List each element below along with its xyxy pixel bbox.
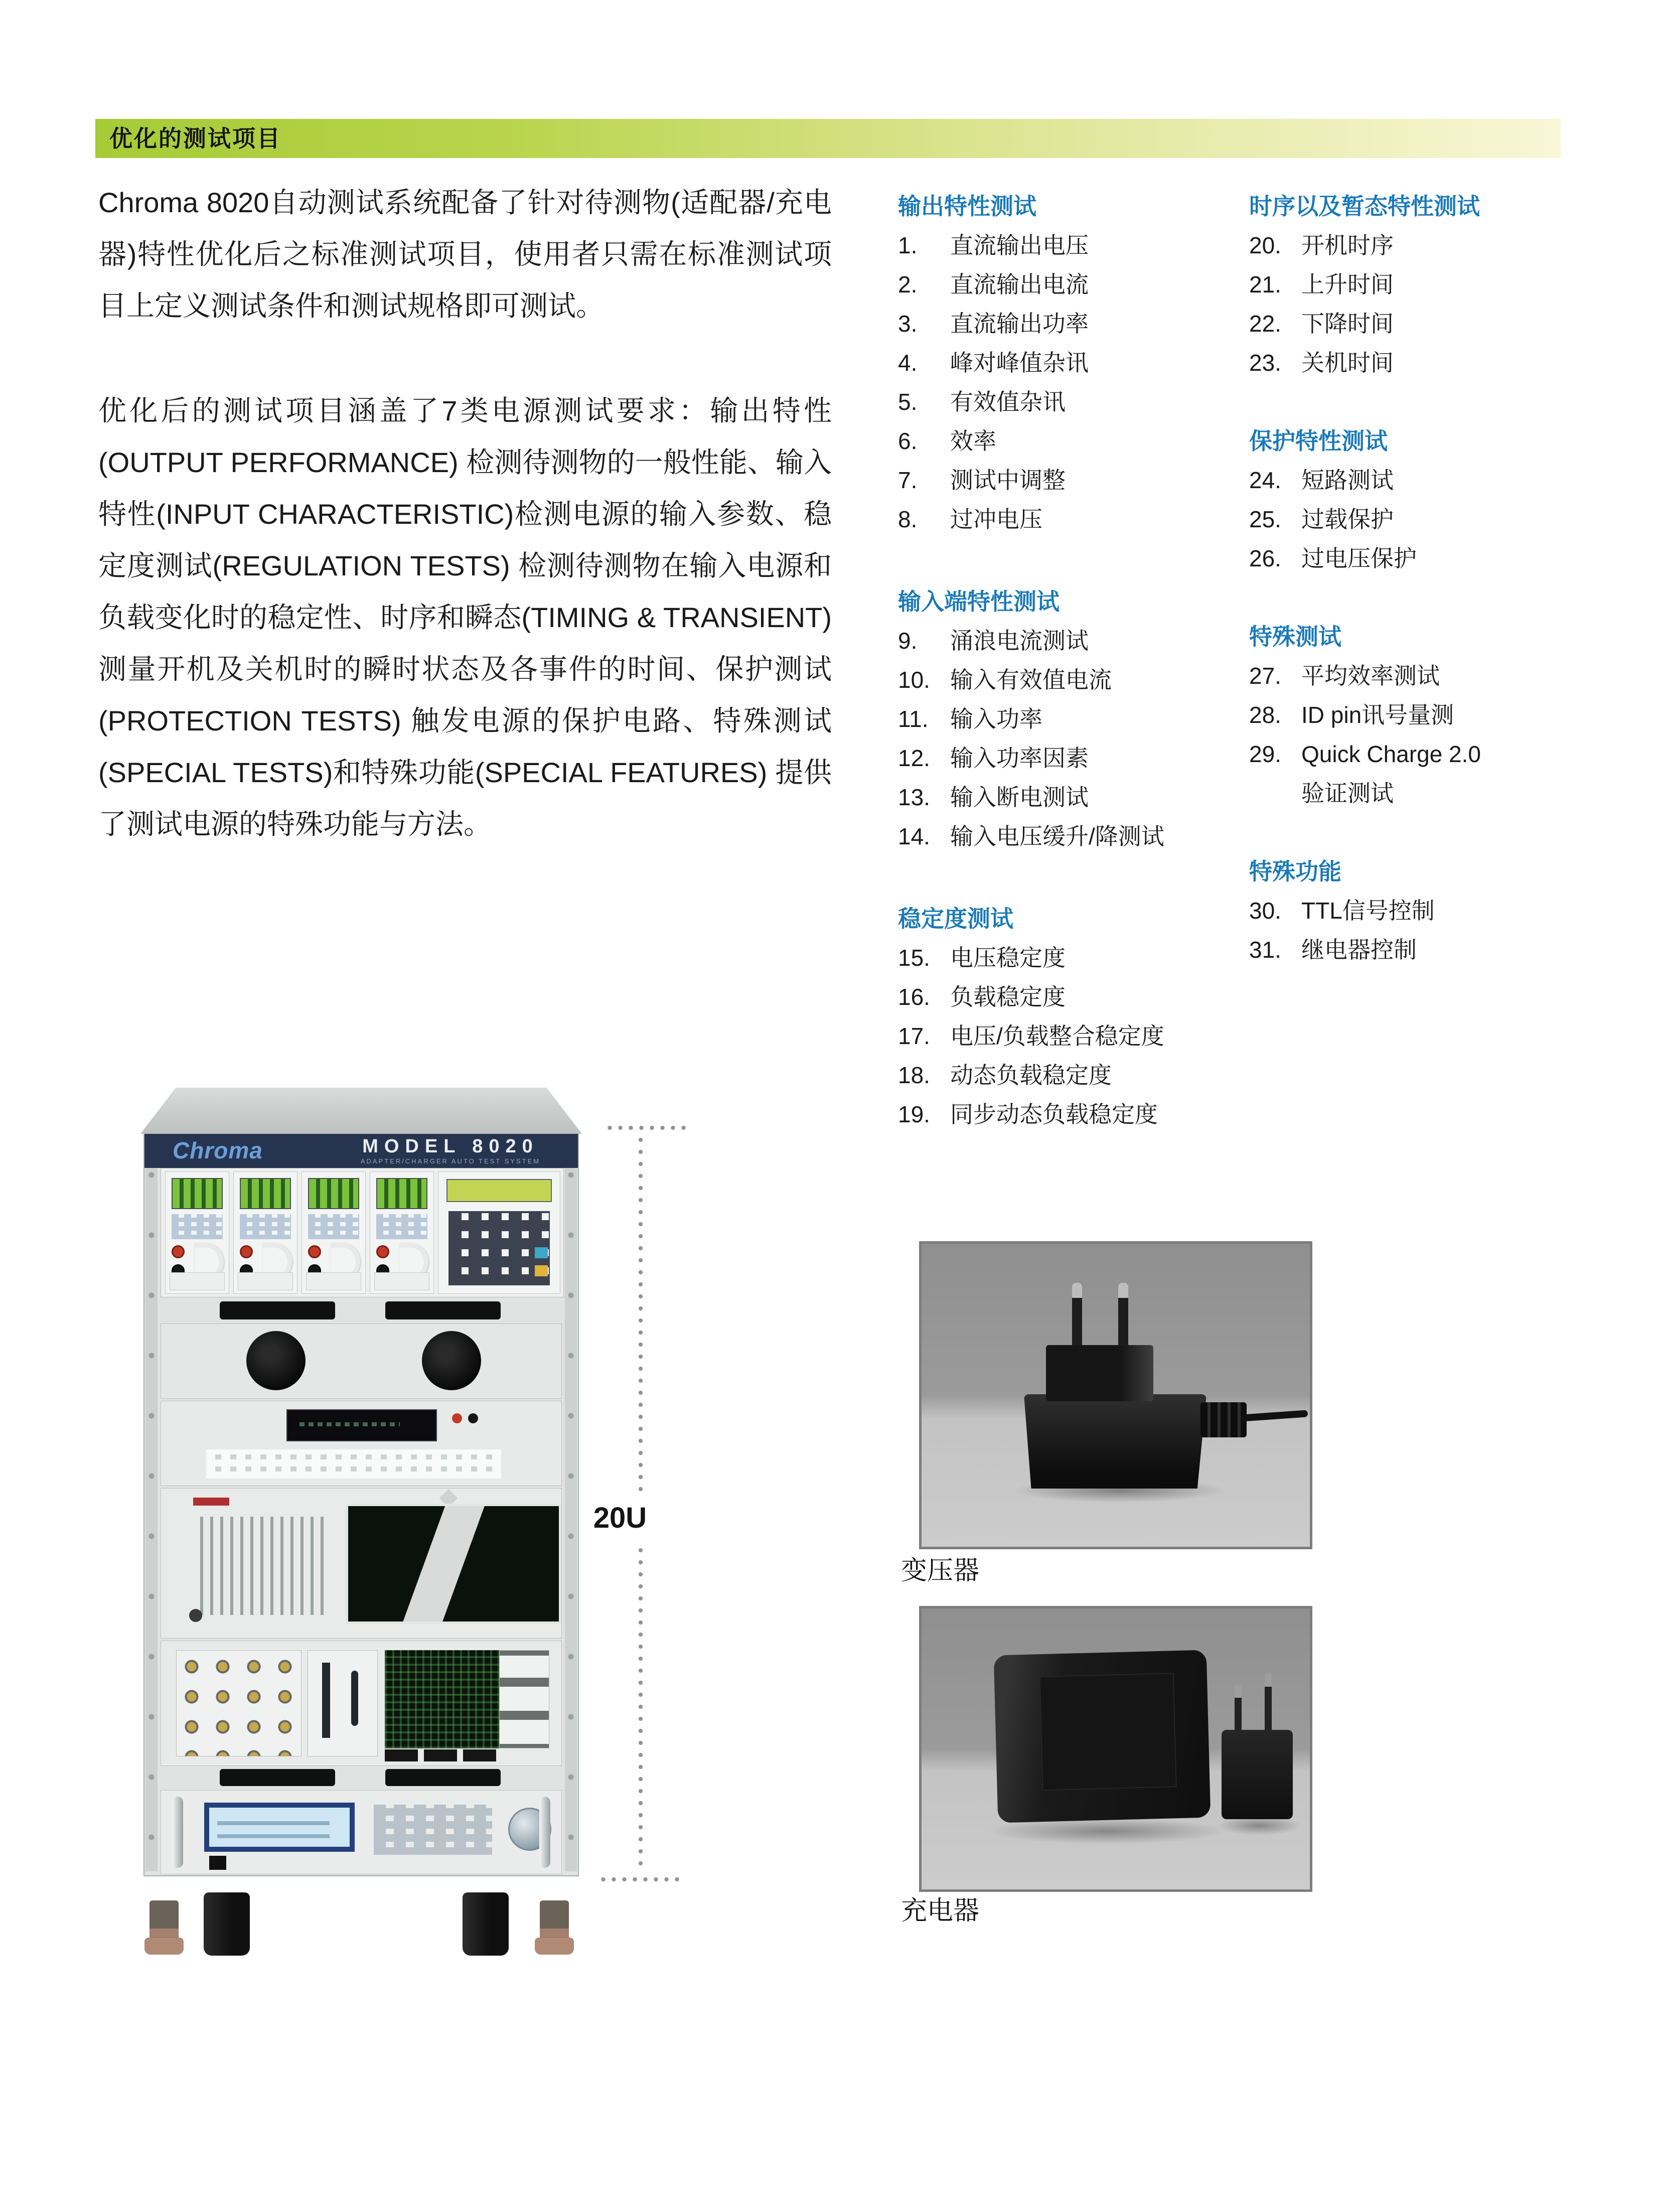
rack-model-number: MODEL 8020 — [362, 1136, 539, 1157]
pc-screen — [346, 1504, 561, 1624]
list-item-number: 11. — [898, 706, 929, 732]
list-item-number: 19. — [898, 1101, 930, 1127]
analyzer-softkeys — [499, 1650, 549, 1748]
test-section — [898, 582, 1235, 856]
handle-bar — [385, 1769, 501, 1786]
rack-handle-bar-panel — [161, 1768, 562, 1788]
cable-strain-relief — [1200, 1402, 1247, 1437]
intro-paragraph-1: Chroma 8020自动测试系统配备了针对待测物(适配器/充电器)特性优化后之标准测试项目，使用者只需在标准测试项目上定义测试条件和测试规格即可测试。 — [98, 187, 832, 322]
list-item-number: 17. — [898, 1023, 930, 1049]
load-module — [370, 1171, 434, 1294]
list-item-number: 31. — [1249, 937, 1281, 963]
controller-module — [438, 1171, 560, 1294]
adapter-body — [1024, 1394, 1206, 1489]
list-item-label: 负载稳定度 — [950, 984, 1066, 1010]
dimension-line-upper — [638, 1134, 644, 1494]
charger-photo — [919, 1606, 1312, 1892]
list-item — [898, 343, 1235, 382]
list-item — [1249, 734, 1605, 774]
list-item-number: 30. — [1249, 898, 1281, 924]
section-heading: 输入端特性测试 — [898, 588, 1060, 615]
list-item-label: 输入电压缓升/降测试 — [950, 823, 1164, 849]
list-item-number: 9. — [898, 628, 918, 654]
list-item-label: 短路测试 — [1301, 467, 1394, 493]
intro-text — [98, 177, 832, 850]
load-module — [165, 1171, 229, 1294]
list-item — [1249, 343, 1605, 382]
list-item-label: 关机时间 — [1301, 350, 1394, 376]
section-heading: 稳定度测试 — [898, 906, 1013, 932]
list-item-number: 21. — [1249, 271, 1281, 298]
measurement-unit — [161, 1641, 562, 1766]
dmm-red-jack — [452, 1413, 462, 1423]
list-item-label: 过冲电压 — [950, 506, 1042, 532]
list-item-number — [1249, 774, 1301, 813]
leveling-foot — [540, 1900, 569, 1955]
interface-cards — [308, 1650, 378, 1756]
list-item — [1249, 226, 1605, 265]
load-module-display — [240, 1178, 291, 1209]
list-item-label: 开机时序 — [1301, 232, 1394, 258]
dmm-keypad — [206, 1449, 501, 1479]
section-heading: 保护特性测试 — [1249, 428, 1388, 454]
list-item-number: 15. — [898, 945, 930, 971]
section-heading: 输出特性测试 — [898, 193, 1036, 219]
list-item — [898, 1095, 1235, 1134]
list-item — [1249, 500, 1605, 539]
list-item — [1249, 656, 1605, 695]
ac-power-switch — [209, 1856, 226, 1870]
list-item-number: 6. — [898, 428, 918, 454]
dimension-dots-top — [605, 1125, 689, 1131]
list-item-number: 1. — [898, 232, 918, 258]
pc-logo — [193, 1498, 229, 1506]
test-section — [1249, 852, 1605, 969]
list-item-number: 13. — [898, 784, 930, 810]
list-item-label: 输入断电测试 — [950, 784, 1089, 810]
controller-key-teal — [535, 1247, 548, 1258]
list-item — [1249, 930, 1605, 969]
test-section — [898, 899, 1235, 1134]
handle-bar — [220, 1301, 335, 1319]
list-item — [898, 382, 1235, 421]
load-module-buttons — [376, 1214, 427, 1239]
plug-pin — [1235, 1685, 1242, 1732]
list-item-number: 25. — [1249, 506, 1281, 532]
list-item — [1249, 774, 1605, 813]
list-item-number: 14. — [898, 823, 930, 849]
list-item-label: ID pin讯号量测 — [1301, 702, 1454, 728]
list-item — [898, 778, 1235, 817]
section-heading: 时序以及暂态特性测试 — [1249, 193, 1480, 219]
controller-key-amber — [535, 1265, 548, 1276]
list-item-label: 平均效率测试 — [1301, 663, 1440, 689]
bnc-connector-block — [176, 1650, 301, 1756]
plug-pin — [1265, 1674, 1272, 1732]
plug-adapter — [1222, 1730, 1293, 1819]
red-jack — [376, 1245, 389, 1258]
digital-multimeter-unit — [161, 1401, 562, 1486]
test-section — [1249, 421, 1605, 578]
red-jack — [308, 1245, 321, 1258]
list-item-label: 直流输出电流 — [950, 271, 1089, 298]
list-item-number: 12. — [898, 745, 930, 771]
list-item-label: 输入功率 — [950, 706, 1042, 732]
module-tray — [306, 1272, 361, 1290]
list-item-number: 22. — [1249, 311, 1281, 337]
list-item-number: 16. — [898, 984, 930, 1010]
section-heading: 特殊功能 — [1249, 858, 1341, 884]
handle-bar — [385, 1301, 501, 1319]
list-item — [898, 660, 1235, 699]
list-item-label: 动态负载稳定度 — [950, 1062, 1112, 1088]
list-item-label: 直流输出电压 — [950, 232, 1089, 258]
analyzer-screen — [385, 1650, 500, 1748]
test-section — [898, 187, 1235, 539]
list-item-number: 18. — [898, 1062, 930, 1088]
test-list-column-middle — [898, 187, 1235, 1134]
rack-model-subtitle: ADAPTER/CHARGER AUTO TEST SYSTEM — [360, 1157, 541, 1165]
list-item-label: 过电压保护 — [1301, 545, 1417, 571]
list-item-number: 28. — [1249, 702, 1281, 728]
ac-source-keypad — [374, 1805, 492, 1855]
list-item — [898, 977, 1235, 1016]
pc-vents — [200, 1517, 326, 1615]
list-item — [1249, 539, 1605, 578]
list-item-number: 24. — [1249, 467, 1281, 493]
ac-handle-left — [172, 1797, 183, 1868]
list-item-number: 4. — [898, 350, 918, 376]
rack-height-label: 20U — [593, 1502, 647, 1534]
list-item — [1249, 265, 1605, 304]
list-item-label: 效率 — [950, 428, 996, 454]
list-item-number: 5. — [898, 389, 918, 415]
load-module-display — [376, 1178, 427, 1209]
pc-lock — [189, 1609, 202, 1622]
list-item-label: Quick Charge 2.0 — [1301, 741, 1481, 767]
plug-head — [1046, 1345, 1153, 1401]
load-module — [233, 1171, 297, 1294]
test-list-column-right — [1249, 187, 1605, 969]
list-item — [1249, 695, 1605, 734]
list-item-number: 29. — [1249, 741, 1281, 767]
transformer-caption: 变压器 — [901, 1556, 980, 1585]
list-item — [1249, 304, 1605, 343]
list-item — [898, 938, 1235, 977]
electronic-load-modules — [161, 1168, 564, 1297]
list-item-label: 电压稳定度 — [950, 945, 1066, 971]
list-item-label: 同步动态负载稳定度 — [950, 1101, 1158, 1127]
list-item-number: 3. — [898, 311, 918, 337]
list-item-number: 7. — [898, 467, 918, 493]
list-item — [898, 621, 1235, 660]
fan-opening — [422, 1331, 481, 1390]
list-item-label: 测试中调整 — [950, 467, 1066, 493]
pc-screen-handle — [396, 1504, 488, 1624]
load-module-display — [172, 1178, 223, 1209]
fan-opening — [246, 1331, 306, 1390]
charger-caption: 充电器 — [901, 1896, 980, 1926]
leveling-foot — [149, 1900, 179, 1955]
industrial-pc-unit — [161, 1488, 562, 1639]
list-item-label: 下降时间 — [1301, 311, 1394, 337]
test-section — [1249, 187, 1605, 382]
page-title: 优化的测试项目 — [109, 125, 281, 152]
list-item-label: 输入有效值电流 — [950, 667, 1112, 693]
rack-brand-band — [144, 1134, 578, 1168]
red-jack — [172, 1245, 185, 1258]
ac-handle-right — [539, 1797, 550, 1868]
list-item-number: 2. — [898, 271, 918, 298]
analyzer-bottom-bars — [385, 1749, 500, 1761]
load-module-buttons — [308, 1214, 359, 1239]
load-module-buttons — [240, 1214, 291, 1239]
module-tray — [238, 1272, 293, 1290]
list-item-label: TTL信号控制 — [1301, 898, 1435, 924]
list-item — [898, 817, 1235, 856]
ac-source-unit — [161, 1790, 562, 1874]
fan-panel — [161, 1323, 562, 1399]
list-item-number: 23. — [1249, 350, 1281, 376]
handle-bar — [220, 1769, 335, 1786]
test-section — [1249, 617, 1605, 813]
dmm-display — [286, 1409, 437, 1441]
list-item-label: 继电器控制 — [1301, 937, 1417, 963]
charger-body — [994, 1650, 1211, 1823]
list-item-number: 27. — [1249, 663, 1281, 689]
section-title-band — [95, 119, 1561, 158]
rack-rail-left — [145, 1168, 158, 1871]
rack-top-cap — [140, 1088, 582, 1134]
list-item-number: 10. — [898, 667, 930, 693]
list-item — [898, 739, 1235, 778]
rack-feet — [140, 1875, 582, 1956]
rack-rail-right — [565, 1168, 577, 1871]
dimension-dots-bottom — [598, 1876, 682, 1882]
intro-paragraph-2: 优化后的测试项目涵盖了7类电源测试要求：输出特性(OUTPUT PERFORMANCE) 检测待测物的一般性能、输入特性(INPUT CHARACTERISTIC)检测电源的输入参数、稳定度测试(REGULATION TESTS) 检测待测物在输入电源和负载变化时的稳定性、时序和瞬态(TIMING & TRANSIENT)测量开机及关机时的瞬时状态及各事件的时间、保护测试(PROTECTION TESTS) 触发电源的保护电路、特殊测试(SPECIAL TESTS)和特殊功能(SPECIAL FEATURES) 提供了测试电源的特殊功能与方法。 — [98, 395, 832, 840]
cable — [1241, 1410, 1308, 1421]
list-item-number: 26. — [1249, 545, 1281, 571]
list-item — [898, 500, 1235, 539]
list-item-label: 峰对峰值杂讯 — [950, 350, 1089, 376]
list-item-label: 直流输出功率 — [950, 311, 1089, 337]
ac-source-lcd — [204, 1803, 355, 1852]
transformer-photo — [919, 1241, 1312, 1549]
load-module-buttons — [172, 1214, 223, 1239]
load-module — [301, 1171, 366, 1294]
list-item — [898, 226, 1235, 265]
rack-handle-bar-panel — [161, 1299, 562, 1321]
chroma-logo: Chroma — [173, 1137, 263, 1163]
module-tray — [170, 1272, 225, 1290]
list-item-label: 过载保护 — [1301, 506, 1394, 532]
list-item — [898, 1056, 1235, 1095]
list-item — [898, 304, 1235, 343]
dimension-line-lower — [638, 1544, 644, 1871]
rack-cabinet — [143, 1134, 579, 1876]
list-item-number: 8. — [898, 506, 918, 532]
caster-wheel — [204, 1892, 250, 1956]
list-item-label: 输入功率因素 — [950, 745, 1089, 771]
list-item-label: 电压/负载整合稳定度 — [950, 1023, 1164, 1049]
dmm-black-jack — [468, 1413, 478, 1423]
load-module-display — [308, 1178, 359, 1209]
list-item-number: 20. — [1249, 232, 1281, 258]
caster-wheel — [463, 1892, 509, 1956]
list-item — [898, 1016, 1235, 1056]
red-jack — [240, 1245, 253, 1258]
plug-pin — [1072, 1283, 1082, 1349]
plug-pin — [1118, 1283, 1128, 1349]
module-tray — [374, 1272, 429, 1290]
controller-lcd — [446, 1179, 552, 1202]
list-item-label: 有效值杂讯 — [950, 389, 1066, 415]
list-item — [898, 265, 1235, 304]
list-item-label: 上升时间 — [1301, 271, 1394, 298]
list-item — [1249, 891, 1605, 930]
section-heading: 特殊测试 — [1249, 624, 1341, 650]
list-item — [1249, 461, 1605, 500]
list-item — [898, 461, 1235, 500]
list-item-label: 验证测试 — [1301, 780, 1394, 806]
system-rack-photo — [140, 1088, 582, 1956]
list-item-label: 涌浪电流测试 — [950, 628, 1089, 654]
rack-model-label — [345, 1136, 556, 1165]
list-item — [898, 421, 1235, 461]
list-item — [898, 699, 1235, 739]
